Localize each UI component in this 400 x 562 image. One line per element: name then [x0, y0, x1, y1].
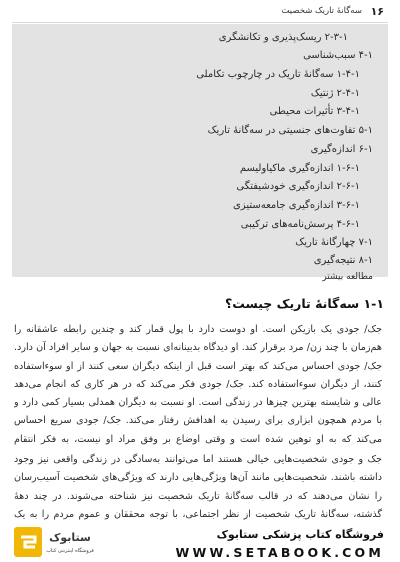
toc-item: ۵-۱ تفاوت‌های جنسیتی در سه‌گانهٔ تاریک	[207, 125, 373, 136]
toc-item: ۴-۶-۱ پرسش‌نامه‌های ترکیبی	[240, 219, 360, 230]
header-rule	[12, 22, 388, 23]
table-of-contents	[12, 24, 388, 282]
toc-item: ۷-۱ چهارگانهٔ تاریک	[295, 237, 373, 248]
logo-text: ستابوک	[49, 531, 91, 544]
toc-item: ۲-۶-۱ اندازه‌گیری خودشیفتگی	[236, 181, 360, 192]
logo-subtext: فروشگاه اینترنتی کتاب	[46, 548, 94, 554]
running-title: سه‌گانهٔ تاریک شخصیت	[281, 6, 362, 16]
toc-item: ۱-۶-۱ اندازه‌گیری ماکیاولیسم	[239, 163, 360, 174]
body-paragraph: جک/ جودی یک بازیکن است. او دوست دارد با پول قمار کند و چندین رابطه عاشقانه را هم‌زمان با چند زن/ مرد برقرار کند. او دیدگاه بدبینانه‌ای نسبت به جهان و سایر افراد آن دارد. جک/ جودی احساس می‌کند که بهتر است قبل از اینکه دیگران سعی کنند از او سوءاستفاده کنند، از دیگران سوءاستفاده کند. جک/ جودی فکر می‌کند که در هر کاری که انجام می‌دهد عالی و شایسته بهترین چیزها در زندگی است. او نسبت به دیگران همدلی بسیار کمی دارد و با مردم همچون ابزاری برای رسیدن به اهدافش رفتار می‌کند. جک/ جودی سریع احساس می‌کند که به او توهین شده است و وقتی اوضاع بر وفق مراد او نیست، به فکر انتقام	[14, 324, 382, 445]
toc-item: ۸-۱ نتیجه‌گیری	[313, 255, 373, 266]
toc-item: ۳-۴-۱ تأثیرات محیطی	[269, 106, 360, 117]
page-header	[0, 0, 400, 24]
toc-item: ۲-۳-۱ ریسک‌پذیری و تکانشگری	[218, 32, 348, 43]
section-title: ۱-۱ سه‌گانهٔ تاریک چیست؟	[224, 296, 384, 311]
toc-item: ۴-۱ سبب‌شناسی	[303, 50, 373, 61]
setabook-logo	[14, 527, 98, 557]
store-url[interactable]: WWW.SETABOOK.COM	[175, 545, 384, 560]
body-paragraph: جک و جودی شخصیت‌هایی خیالی هستند اما می‌توانند به‌سادگی در زندگی واقعی نیز وجود داشته باشند. شخصیت‌هایی مانند آن‌ها ویژگی‌هایی دارند که ویژگی‌های شخصیت آسیب‌رسان را نشان می‌دهند که در قالب سه‌گانهٔ تاریک شخصیت نیز شناخته می‌شوند. در چند دههٔ گذشته، سه‌گانهٔ تاریک شخصیت از نظر اجتماعی، با توجه محققان و عموم مردم را به یک	[14, 454, 382, 520]
toc-item: ۳-۶-۱ اندازه‌گیری جامعه‌ستیزی	[232, 200, 360, 211]
toc-item: ۲-۴-۱ ژنتیک	[310, 88, 360, 99]
page-number: ۱۶	[370, 5, 384, 18]
toc-item: ۱-۴-۱ سه‌گانهٔ تاریک در چارچوب تکاملی	[196, 69, 360, 80]
page-footer	[0, 521, 400, 562]
store-name: فروشگاه کتاب پزشکی ستابوک	[216, 528, 384, 541]
toc-item: ۶-۱ اندازه‌گیری	[310, 144, 373, 155]
toc-item: مطالعه بیشتر	[322, 272, 373, 282]
